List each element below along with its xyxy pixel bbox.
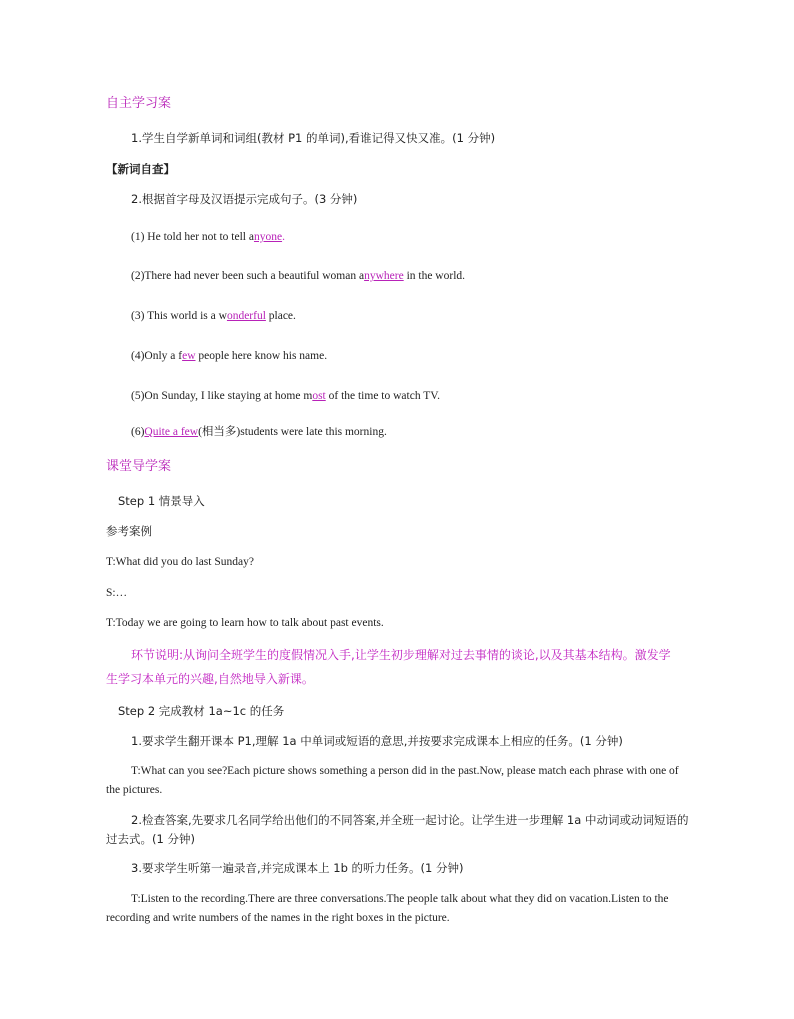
answer: ost	[312, 390, 326, 402]
sentence-1	[131, 230, 285, 244]
dialog-line: T:What did you do last Sunday?	[106, 556, 254, 568]
sentence-6	[131, 425, 387, 439]
sentence-text: of the time to watch TV.	[325, 390, 440, 402]
answer: nywhere	[364, 270, 404, 282]
sentence-text: place.	[265, 310, 296, 322]
answer: ew	[182, 350, 196, 362]
section-heading-class-guide: 课堂导学案	[106, 459, 172, 474]
item-2: 2.根据首字母及汉语提示完成句子。(3 分钟)	[131, 192, 358, 206]
section-heading-self-study: 自主学习案	[106, 96, 172, 111]
reference-case-label: 参考案例	[106, 524, 152, 538]
sentence-2	[131, 269, 465, 283]
step-2-heading: Step 2 完成教材 1a~1c 的任务	[118, 704, 285, 718]
sentence-text: (5)On Sunday, I like staying at home m	[131, 390, 313, 402]
sentence-text: (4)Only a f	[131, 350, 183, 362]
answer: onderful	[226, 310, 266, 322]
sentence-text: (1) He told her not to tell a	[131, 231, 254, 243]
sentence-text: people here know his name.	[195, 350, 328, 362]
task-1: 1.要求学生翻开课本 P1,理解 1a 中单词或短语的意思,并按要求完成课本上相应的任务。(1 分钟)	[131, 734, 623, 748]
answer: nyone	[253, 231, 283, 243]
segment-note-line-2: 生学习本单元的兴趣,自然地导入新课。	[106, 672, 314, 686]
sentence-text: (2)There had never been such a beautiful woman a	[131, 270, 365, 282]
sentence-text: (相当多)students were late this morning.	[198, 426, 387, 438]
sentence-3	[131, 309, 296, 323]
step-1-heading: Step 1 情景导入	[118, 494, 205, 508]
item-1: 1.学生自学新单词和词组(教材 P1 的单词),看谁记得又快又准。(1 分钟)	[131, 131, 496, 145]
answer: Quite a few	[144, 426, 199, 438]
dialog-line: S:…	[106, 587, 128, 599]
sentence-text: in the world.	[403, 270, 466, 282]
task-1-teacher-text: T:What can you see?Each picture shows something a person did in the past.Now, please match each phrase with one of the pictures.	[106, 765, 679, 796]
new-words-check-heading: 【新词自查】	[106, 162, 175, 176]
segment-note-line-1: 环节说明:从询问全班学生的度假情况入手,让学生初步理解对过去事情的谈论,以及其基本结构。激发学	[131, 648, 671, 662]
task-3-teacher-text: T:Listen to the recording.There are three conversations.The people talk about what they did on vacation.Listen to the recording and write numbers of the names in the right boxes in the picture.	[106, 893, 669, 924]
sentence-text: .	[282, 231, 285, 243]
task-2: 2.检查答案,先要求几名同学给出他们的不同答案,并全班一起讨论。让学生进一步理解 1a 中动词或动词短语的过去式。(1 分钟)	[106, 813, 689, 846]
sentence-text: (6)	[131, 426, 145, 438]
sentence-4	[131, 349, 327, 363]
sentence-text: (3) This world is a w	[131, 310, 227, 322]
dialog-line: T:Today we are going to learn how to talk about past events.	[106, 617, 384, 629]
task-3: 3.要求学生听第一遍录音,并完成课本上 1b 的听力任务。(1 分钟)	[131, 861, 464, 875]
sentence-5	[131, 389, 440, 403]
